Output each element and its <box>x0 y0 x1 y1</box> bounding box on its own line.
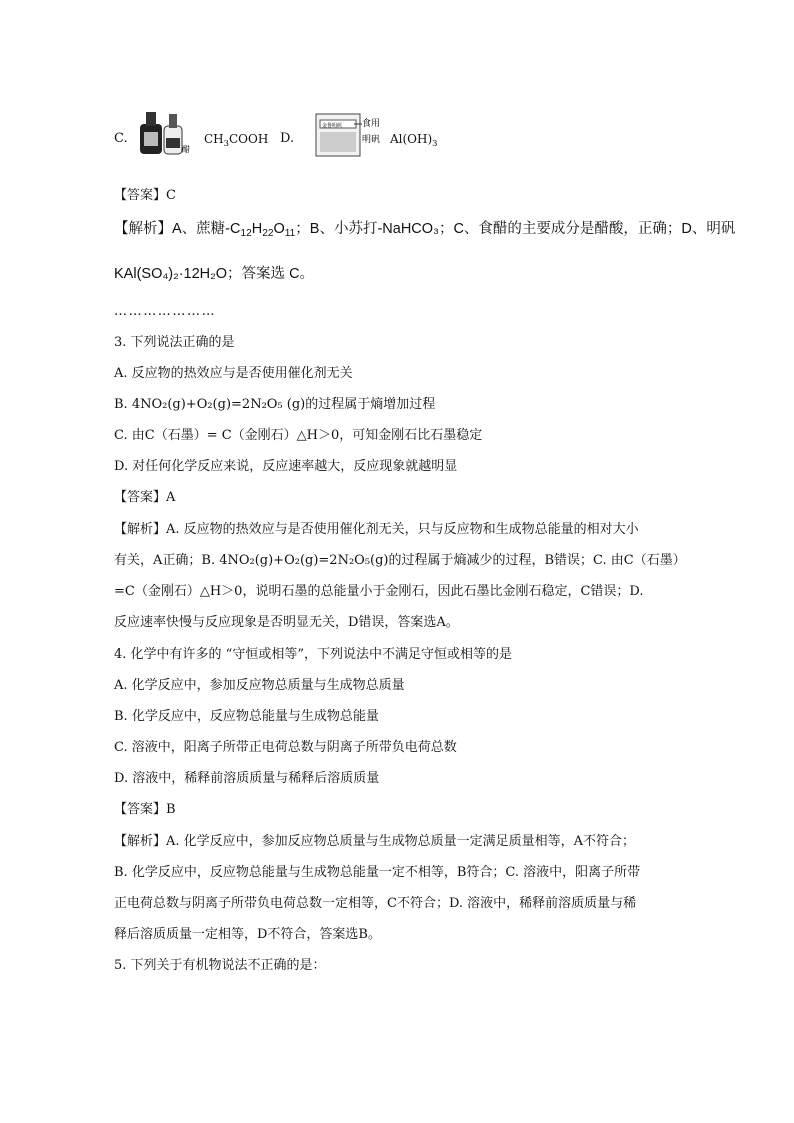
vinegar-image-label: 醋 <box>182 145 190 154</box>
q3-explanation-line2: 有关，A正确；B. 4NO₂(g)+O₂(g)=2N₂O₅(g)的过程属于熵减少的过程，B错误；C. 由C（石墨） <box>114 553 686 568</box>
q2-explanation-line2: KAl(SO₄)₂·12H₂O；答案选 C。 <box>114 266 315 282</box>
option-d-formula: $Al(OH)_3$ <box>390 132 438 148</box>
q3-option-d: D. 对任何化学反应来说，反应速率越大，反应现象就越明显 <box>114 459 458 474</box>
q4-option-c: C. 溶液中，阳离子所带正电荷总数与阴离子所带负电荷总数 <box>114 740 457 755</box>
q3-answer: 【答案】A <box>114 490 176 505</box>
q4-explanation-line1: 【解析】A. 化学反应中，参加反应物总质量与生成物总质量一定满足质量相等，A不符合； <box>114 834 636 849</box>
q3-explanation-line3: =C（金刚石）△H＞0，说明石墨的总能量小于金刚石，因此石墨比金刚石稳定，C错误；D. <box>114 584 644 599</box>
q4-option-d: D. 溶液中，稀释前溶质质量与稀释后溶质质量 <box>114 771 380 786</box>
q3-option-a: A. 反应物的热效应与是否使用催化剂无关 <box>114 366 353 381</box>
q2-explanation-line1: 【解析】A、蔗糖$-C_{12}H_{22}O_{11}$；B、小苏打-NaHCO₃；C、食醋的主要成分是醋酸，正确；D、明矾 <box>114 221 736 239</box>
q4-explanation-line4: 释后溶质质量一定相等，D不符合，答案选B。 <box>114 927 381 942</box>
q4-answer: 【答案】B <box>114 802 176 817</box>
option-d-letter: D. <box>280 131 295 146</box>
alum-label-1: 食用 <box>362 119 381 129</box>
q3-stem: 3. 下列说法正确的是 <box>114 335 235 350</box>
q4-explanation-line2: B. 化学反应中，反应物总能量与生成物总能量一定不相等，B符合；C. 溶液中，阳离子所带 <box>114 865 641 880</box>
vinegar-bottles-image <box>136 110 200 158</box>
q4-stem: 4. 化学中有许多的 “守恒或相等”，下列说法中不满足守恒或相等的是 <box>114 647 512 662</box>
option-c-formula: $CH_3COOH$ <box>204 132 269 148</box>
option-c-letter: C. <box>114 131 128 146</box>
q5-stem: 5. 下列关于有机物说法不正确的是： <box>114 958 326 973</box>
q4-option-b: B. 化学反应中，反应物总能量与生成物总能量 <box>114 709 379 724</box>
q2-answer: 【答案】C <box>114 188 176 203</box>
alum-label-2: 明矾 <box>362 135 381 145</box>
q3-explanation-line4: 反应速率快慢与反应现象是否明显无关，D错误，答案选A。 <box>114 615 459 630</box>
q3-option-c: C. 由C（石墨）= C（金刚石）△H＞0，可知金刚石比石墨稳定 <box>114 428 483 443</box>
alum-bag-image <box>314 112 384 158</box>
q3-explanation-line1: 【解析】A. 反应物的热效应与是否使用催化剂无关，只与反应物和生成物总能量的相对大小 <box>114 522 639 537</box>
alum-bag-inner-label: 金鲁明矾 <box>322 123 343 129</box>
q4-explanation-line3: 正电荷总数与阴离子所带负电荷总数一定相等，C不符合；D. 溶液中，稀释前溶质质量与稀 <box>114 896 637 911</box>
q3-option-b: B. 4NO₂(g)+O₂(g)=2N₂O₅ (g)的过程属于熵增加过程 <box>114 397 436 412</box>
q4-option-a: A. 化学反应中，参加反应物总质量与生成物总质量 <box>114 678 405 693</box>
separator-dots: ………………… <box>114 304 217 319</box>
